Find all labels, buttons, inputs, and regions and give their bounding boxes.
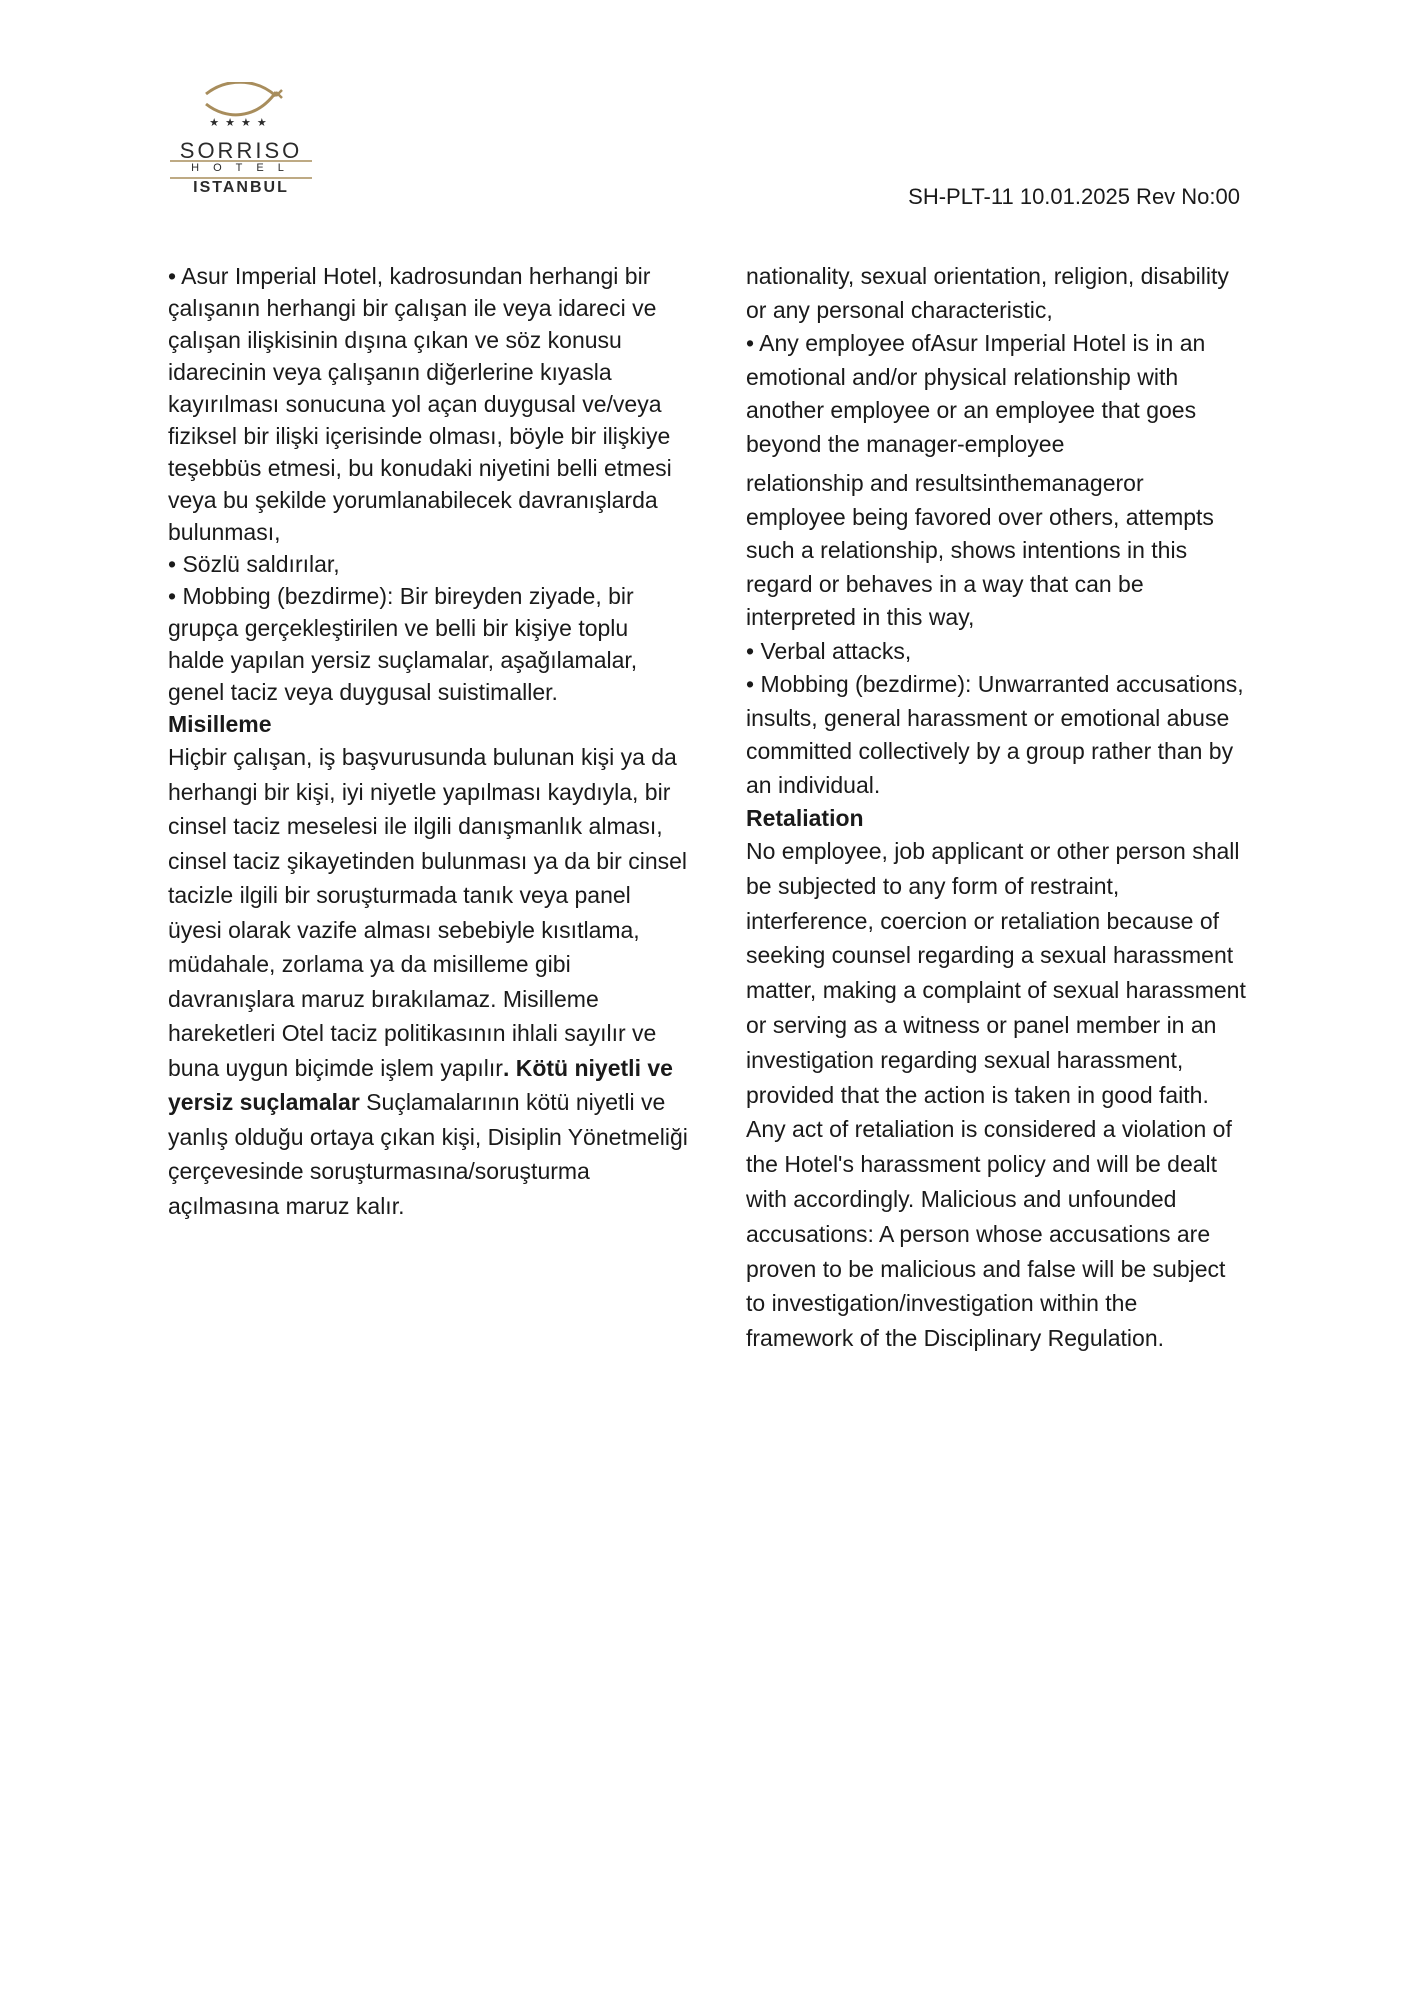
left-body-bold: . Kötü niyetli ve yersiz suçlamalar <box>168 1054 673 1115</box>
right-bullet-1c: relationship and resultsinthemanageror employee being favored over others, attempts such a relationship, shows intentions in this regard or behaves in a way that can be interpreted in this way, <box>746 470 1214 630</box>
left-bullet-1: • Asur Imperial Hotel, kadrosundan herhangi bir çalışanın herhangi bir çalışan ile veya idareci ve çalışan ilişkisinin dışına çıkan ve söz konusu idarecinin veya çalışanın diğerlerine kıyasla kayırılması sonucuna yol açan duygusal ve/veya fiziksel bir ilişki içerisinde olması, böyle bir ilişkiye teşebbüs etmesi, bu konudaki niyetini belli etmesi veya bu şekilde yorumlanabilecek davranışlarda bulunması, <box>168 263 672 545</box>
right-heading-retaliation: Retaliation <box>746 805 864 831</box>
left-body <box>168 740 688 1223</box>
document-code: SH-PLT-11 10.01.2025 Rev No:00 <box>908 184 1240 209</box>
left-body-text-2: Suçlamalarının kötü niyetli ve yanlış olduğu ortaya çıkan kişi, Disiplin Yönetmeliği çerçevesinde soruşturmasına/soruşturma açılmasına maruz kalır. <box>168 1089 688 1219</box>
right-bullet-1b: beyond the manager-employee <box>746 430 1065 457</box>
right-bullet-3: • Mobbing (bezdirme): Unwarranted accusations, insults, general harassment or emotional abuse committed collectively by a group rather than by an individual. <box>746 671 1244 798</box>
logo-sub: HOTEL <box>191 162 298 174</box>
right-continuation: nationality, sexual orientation, religion, disability or any personal characteristic, <box>746 263 1229 323</box>
logo-city: ISTANBUL <box>193 179 289 196</box>
right-body: No employee, job applicant or other person shall be subjected to any form of restraint, interference, coercion or retaliation because of seeking counsel regarding a sexual harassment matter, making a complaint of sexual harassment or serving as a witness or panel member in an investigation regarding sexual harassment, provided that the action is taken in good faith. Any act of retaliation is considered a violation of the Hotel's harassment policy and will be dealt with accordingly. Malicious and unfounded accusations: A person whose accusations are proven to be malicious and false will be subject to investigation/investigation within the framework of the Disciplinary Regulation. <box>746 838 1246 1352</box>
left-bullet-2: • Sözlü saldırılar, <box>168 551 340 577</box>
right-column <box>746 260 1246 1356</box>
left-column <box>168 260 688 1223</box>
left-body-text-1: Hiçbir çalışan, iş başvurusunda bulunan kişi ya da herhangi bir kişi, iyi niyetle yapılması kaydıyla, bir cinsel taciz meselesi ile ilgili danışmanlık alması, cinsel taciz şikayetinden bulunması ya da bir cinsel tacizle ilgili bir soruşturmada tanık veya panel üyesi olarak vazife alması sebebiyle kısıtlama, müdahale, zorlama ya da misilleme gibi davranışlara maruz bırakılamaz. Misilleme hareketleri Otel taciz politikasının ihlali sayılır ve buna uygun biçimde işlem yapılır <box>168 744 688 1081</box>
left-bullet-3: • Mobbing (bezdirme): Bir bireyden ziyade, bir grupça gerçekleştirilen ve belli bir kişiye toplu halde yapılan yersiz suçlamalar, aşağılamalar, genel taciz veya duygusal suistimaller. <box>168 583 638 705</box>
logo-stars: ★★★★ <box>209 117 273 129</box>
left-heading-retaliation: Misilleme <box>168 711 272 737</box>
right-bullet-1a: • Any employee ofAsur Imperial Hotel is in an emotional and/or physical relationship with another employee or an employee that goes <box>746 330 1206 423</box>
right-bullet-2: • Verbal attacks, <box>746 637 912 664</box>
logo-brand: SORRISO <box>179 138 303 163</box>
hotel-logo <box>168 82 314 204</box>
